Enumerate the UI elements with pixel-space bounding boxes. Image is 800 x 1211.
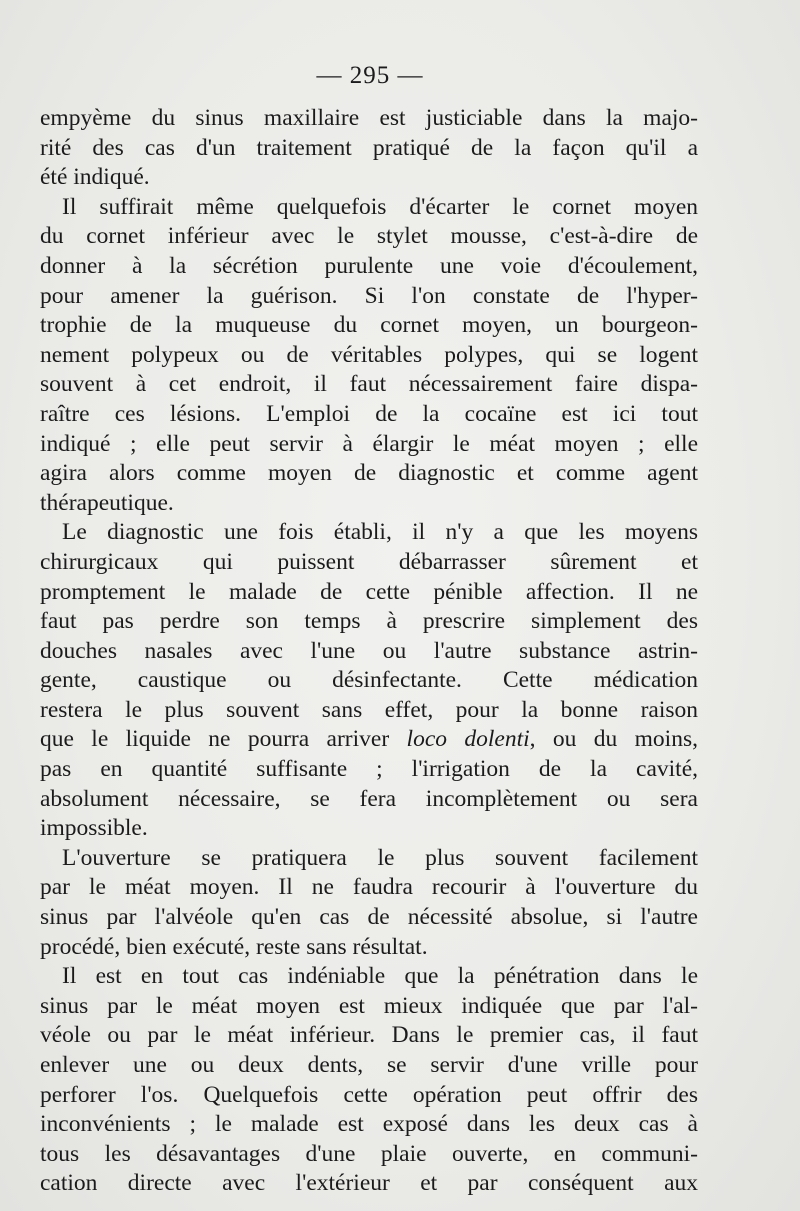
text-line: souvent à cet endroit, il faut nécessairement faire dispa- [40, 371, 698, 398]
page-number: — 295 — [316, 62, 424, 89]
text-line: promptement le malade de cette pénible affection. Il ne [40, 578, 698, 605]
text-line: perforer l'os. Quelquefois cette opération peut offrir des [40, 1081, 698, 1108]
text-line: raître ces lésions. L'emploi de la cocaïne est ici tout [40, 400, 698, 427]
text-line: procédé, bien exécuté, reste sans résultat. [40, 933, 428, 960]
text-line: pour amener la guérison. Si l'on constate de l'hyper- [40, 282, 698, 309]
text-line: indiqué ; elle peut servir à élargir le méat moyen ; elle [40, 430, 698, 457]
text-line: pas en quantité suffisante ; l'irrigation de la cavité, [40, 756, 698, 783]
text-line: enlever une ou deux dents, se servir d'une vrille pour [40, 1052, 698, 1078]
text-line: empyème du sinus maxillaire est justiciable dans la majo- [40, 105, 698, 131]
text-line: inconvénients ; le malade est exposé dans les deux cas à [40, 1111, 698, 1138]
text-line: absolument nécessaire, se fera incomplètement ou sera [40, 785, 698, 812]
text-line: faut pas perdre son temps à prescrire simplement des [40, 608, 698, 635]
text-line: cation directe avec l'extérieur et par conséquent aux [40, 1170, 698, 1197]
text-line: tous les désavantages d'une plaie ouverte, en communi- [40, 1140, 698, 1167]
text-line: nement polypeux ou de véritables polypes, qui se logent [40, 341, 698, 368]
text-line: été indiqué. [40, 164, 150, 191]
text-line: Le diagnostic une fois établi, il n'y a que les moyens [62, 519, 698, 546]
text-line: du cornet inférieur avec le stylet mousse, c'est-à-dire de [40, 223, 698, 250]
text-line: sinus par l'alvéole qu'en cas de nécessité absolue, si l'autre [40, 904, 698, 931]
text-line: par le méat moyen. Il ne faudra recourir à l'ouverture du [40, 874, 698, 901]
text-line: rité des cas d'un traitement pratiqué de la façon qu'il a [40, 134, 698, 161]
text-line: donner à la sécrétion purulente une voie d'écoulement, [40, 252, 698, 279]
text-line: douches nasales avec l'une ou l'autre substance astrin- [40, 637, 698, 664]
text-line: L'ouverture se pratiquera le plus souvent facilement [62, 844, 698, 871]
text-line: restera le plus souvent sans effet, pour la bonne raison [40, 696, 698, 723]
text-line: trophie de la muqueuse du cornet moyen, un bourgeon- [40, 312, 698, 339]
text-line: Il est en tout cas indéniable que la pénétration dans le [62, 963, 698, 990]
text-line: agira alors comme moyen de diagnostic et comme agent [40, 460, 698, 487]
latin-phrase: loco dolenti [406, 726, 530, 753]
text-line: impossible. [40, 815, 148, 842]
text-line: sinus par le méat moyen est mieux indiquée que par l'al- [40, 992, 698, 1019]
text-line: thérapeutique. [40, 489, 174, 516]
text-line: Il suffirait même quelquefois d'écarter le cornet moyen [62, 193, 698, 220]
text-line: chirurgicaux qui puissent débarrasser sûrement et [40, 548, 698, 575]
text-line: que le liquide ne pourra arriver loco dolenti, ou du moins, [40, 726, 698, 753]
text-line: gente, caustique ou désinfectante. Cette médication [40, 667, 698, 694]
body-text [40, 104, 698, 1199]
text-line: véole ou par le méat inférieur. Dans le premier cas, il faut [40, 1022, 698, 1049]
